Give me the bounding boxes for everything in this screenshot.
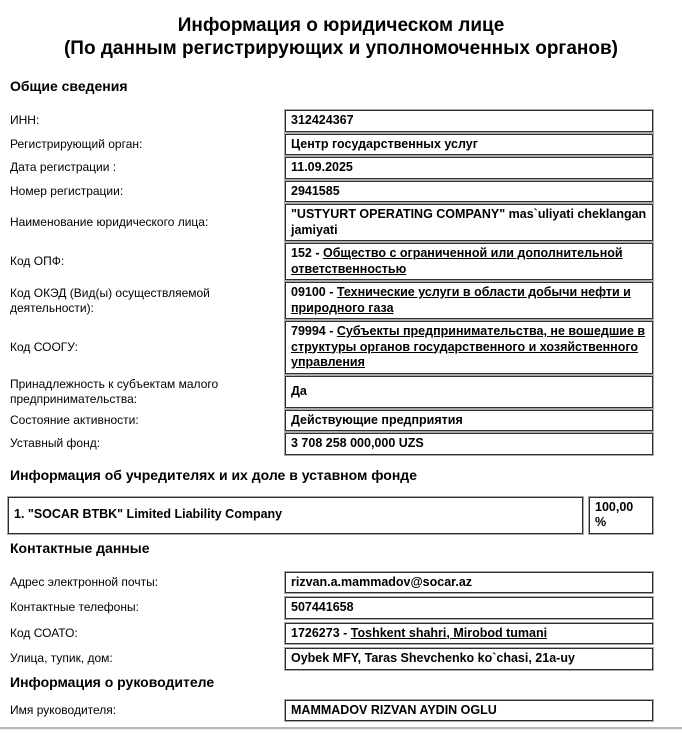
field-value-box: [285, 597, 653, 619]
field-label: Состояние активности:: [10, 412, 139, 427]
field-value: [291, 324, 647, 371]
bottom-divider: [0, 727, 682, 729]
founder-share: 100,00 %: [595, 499, 634, 529]
code-prefix: 1726273 -: [291, 625, 351, 640]
field-row-opf-code: [8, 243, 653, 280]
field-label: Уставный фонд:: [10, 436, 101, 451]
field-label: Код ОКЭД (Вид(ы) осуществляемой деятельности):: [10, 285, 210, 315]
field-row-small-business: [8, 376, 653, 408]
field-label: Код СООГУ:: [10, 339, 78, 354]
field-value: Центр государственных услуг: [291, 136, 478, 151]
field-row-reg-date: [8, 157, 653, 179]
field-label: Код ОПФ:: [10, 254, 65, 268]
opf-classifier-link[interactable]: Общество с ограниченной или дополнительной ответственностью: [291, 246, 623, 276]
field-row-phone: [8, 597, 653, 619]
field-row-reg-organ: [8, 134, 653, 156]
field-value-box: [285, 321, 653, 374]
field-label: Дата регистрации :: [10, 160, 117, 175]
field-label: Регистрирующий орган:: [10, 136, 143, 151]
field-value-box: [285, 282, 653, 319]
field-value-box: [285, 110, 653, 132]
founder-name-box: [8, 497, 583, 534]
field-value: [291, 626, 547, 642]
founder-name: 1. "SOCAR BTBK" Limited Liability Company: [14, 507, 283, 522]
field-label: Наименование юридического лица:: [10, 215, 209, 229]
code-prefix: 79994 -: [291, 324, 337, 338]
field-row-email: [8, 572, 653, 594]
field-row-reg-number: [8, 181, 653, 203]
field-label: Код СОАТО:: [10, 625, 78, 640]
field-value-box: [285, 623, 653, 645]
oked-classifier-link[interactable]: Технические услуги в области добычи нефти и природного газа: [291, 285, 631, 315]
field-value-box: [285, 433, 653, 455]
field-value: 312424367: [291, 113, 354, 127]
code-prefix: 09100 -: [291, 285, 337, 299]
field-value: [291, 246, 647, 277]
field-row-soogu-code: [8, 321, 653, 374]
founder-share-box: [589, 497, 653, 534]
field-value: "USTYURT OPERATING COMPANY" mas`uliyati cheklangan jamiyati: [291, 207, 647, 237]
field-row-charter-fund: [8, 433, 653, 455]
soato-classifier-link[interactable]: Toshkent shahri, Mirobod tumani: [350, 625, 548, 640]
field-value: 11.09.2025: [291, 160, 353, 174]
field-value-box: [285, 134, 653, 156]
founder-row: [8, 497, 653, 534]
field-row-soato-code: [8, 623, 653, 645]
section-contacts-heading: Контактные данные: [10, 539, 150, 556]
field-label: ИНН:: [10, 113, 40, 128]
page-title-line1: Информация о юридическом лице: [177, 15, 505, 36]
field-value-box: [285, 243, 653, 280]
field-value: MAMMADOV RIZVAN AYDIN OGLU: [291, 702, 497, 717]
section-leader-heading: Информация о руководителе: [10, 673, 215, 690]
field-value-box: [285, 410, 653, 432]
field-value: Oybek MFY, Taras Shevchenko ko`chasi, 21a-uy: [291, 651, 575, 665]
field-value-box: [285, 700, 653, 722]
field-value: 507441658: [291, 600, 354, 614]
field-value: Да: [291, 383, 307, 398]
field-row-entity-name: [8, 204, 653, 241]
field-value-box: [285, 181, 653, 203]
field-row-activity-state: [8, 410, 653, 432]
field-label: Принадлежность к субъектам малого предпринимательства:: [10, 376, 219, 406]
section-founders-heading: Информация об учредителях и их доле в уставном фонде: [10, 466, 417, 483]
field-label: Номер регистрации:: [10, 183, 124, 198]
field-value-box: [285, 648, 653, 670]
page-title-line2: (По данным регистрирующих и уполномоченных органов): [63, 38, 618, 59]
code-prefix: 152 -: [291, 246, 323, 260]
field-label: Имя руководителя:: [10, 702, 117, 717]
page-title: [0, 14, 682, 60]
field-value: 2941585: [291, 183, 340, 198]
section-general-heading: Общие сведения: [10, 78, 128, 94]
field-value: rizvan.a.mammadov@socar.az: [291, 574, 473, 589]
field-row-street-address: [8, 648, 653, 670]
soogu-classifier-link[interactable]: Субъекты предпринимательства, не вошедшие в структуры органов государственного и хозяйственного управления: [291, 324, 646, 369]
field-label: Улица, тупик, дом:: [10, 651, 113, 666]
report-body: [0, 78, 682, 721]
field-label: Контактные телефоны:: [10, 600, 139, 615]
field-value-box: [285, 572, 653, 594]
field-label: Адрес электронной почты:: [10, 574, 159, 589]
field-row-leader-name: [8, 700, 653, 722]
field-value-box: [285, 157, 653, 179]
field-value: 3 708 258 000,000 UZS: [291, 436, 424, 450]
field-value-box: [285, 204, 653, 241]
field-row-inn: [8, 110, 653, 132]
field-value: Действующие предприятия: [291, 412, 463, 427]
field-value: [291, 285, 647, 316]
field-row-oked-code: [8, 282, 653, 319]
legal-entity-report: [0, 14, 682, 729]
field-value-box: [285, 376, 653, 408]
